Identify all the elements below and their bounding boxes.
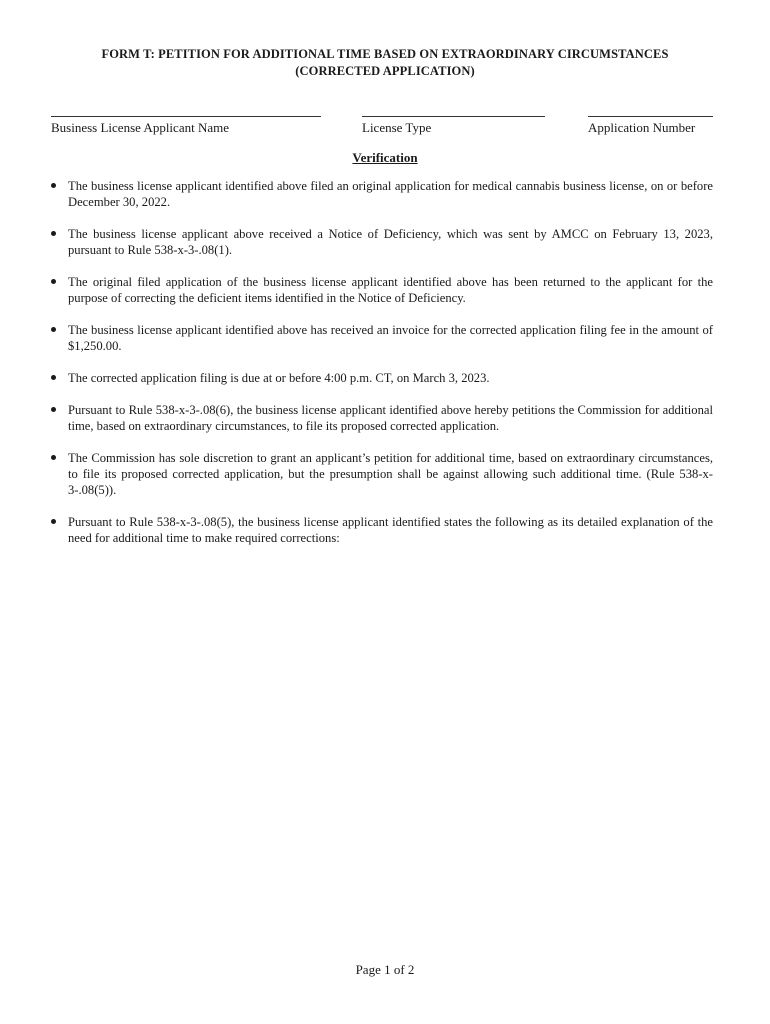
applicant-name-blank[interactable] xyxy=(51,112,321,117)
bullet-icon xyxy=(51,327,56,332)
list-item-text: The business license applicant above received a Notice of Deficiency, which was sent by AMCC on February 13, 2023, pursuant to Rule 538-x-3-.08(1). xyxy=(68,227,713,257)
application-number-blank[interactable] xyxy=(588,112,713,117)
list-item-text: The business license applicant identified above filed an original application for medical cannabis business license, on or before December 30, 2022. xyxy=(68,179,713,209)
list-item xyxy=(51,402,713,434)
list-item xyxy=(51,514,713,546)
list-item xyxy=(51,450,713,498)
list-item-text: The original filed application of the business license applicant identified above has been returned to the applicant for the purpose of correcting the deficient items identified in the Notice of Deficiency. xyxy=(68,275,713,305)
list-item-text: The corrected application filing is due at or before 4:00 p.m. CT, on March 3, 2023. xyxy=(68,371,490,385)
applicant-name-field[interactable] xyxy=(51,112,321,136)
list-item xyxy=(51,226,713,258)
form-title xyxy=(0,46,770,80)
bullet-icon xyxy=(51,407,56,412)
bullet-icon xyxy=(51,455,56,460)
license-type-blank[interactable] xyxy=(362,112,545,117)
form-title-line-1: FORM T: PETITION FOR ADDITIONAL TIME BASED ON EXTRAORDINARY CIRCUMSTANCES xyxy=(101,47,669,61)
list-item-text: The Commission has sole discretion to grant an applicant’s petition for additional time, based on extraordinary circumstances, to file its proposed corrected application, but the presumption shall be against allowing such additional time. (Rule 538-x-3-.08(5)). xyxy=(68,451,713,497)
bullet-icon xyxy=(51,375,56,380)
application-number-field[interactable] xyxy=(588,112,713,136)
license-type-label: License Type xyxy=(362,120,432,135)
bullet-icon xyxy=(51,279,56,284)
bullet-icon xyxy=(51,231,56,236)
form-title-line-2: (CORRECTED APPLICATION) xyxy=(295,64,475,78)
bullet-icon xyxy=(51,183,56,188)
list-item xyxy=(51,370,713,386)
verification-list xyxy=(51,178,713,562)
list-item xyxy=(51,274,713,306)
list-item-text: Pursuant to Rule 538-x-3-.08(6), the business license applicant identified above hereby petitions the Commission for additional time, based on extraordinary circumstances, to file its proposed corrected application. xyxy=(68,403,713,433)
applicant-name-label: Business License Applicant Name xyxy=(51,120,229,135)
verification-heading: Verification xyxy=(352,150,418,165)
list-item-text: Pursuant to Rule 538-x-3-.08(5), the business license applicant identified states the following as its detailed explanation of the need for additional time to make required corrections: xyxy=(68,515,713,545)
list-item xyxy=(51,322,713,354)
license-type-field[interactable] xyxy=(362,112,545,136)
applicant-fields xyxy=(0,112,770,142)
bullet-icon xyxy=(51,519,56,524)
application-number-label: Application Number xyxy=(588,120,696,135)
page-number: Page 1 of 2 xyxy=(355,962,415,977)
list-item xyxy=(51,178,713,210)
list-item-text: The business license applicant identified above has received an invoice for the corrected application filing fee in the amount of $1,250.00. xyxy=(68,323,713,353)
